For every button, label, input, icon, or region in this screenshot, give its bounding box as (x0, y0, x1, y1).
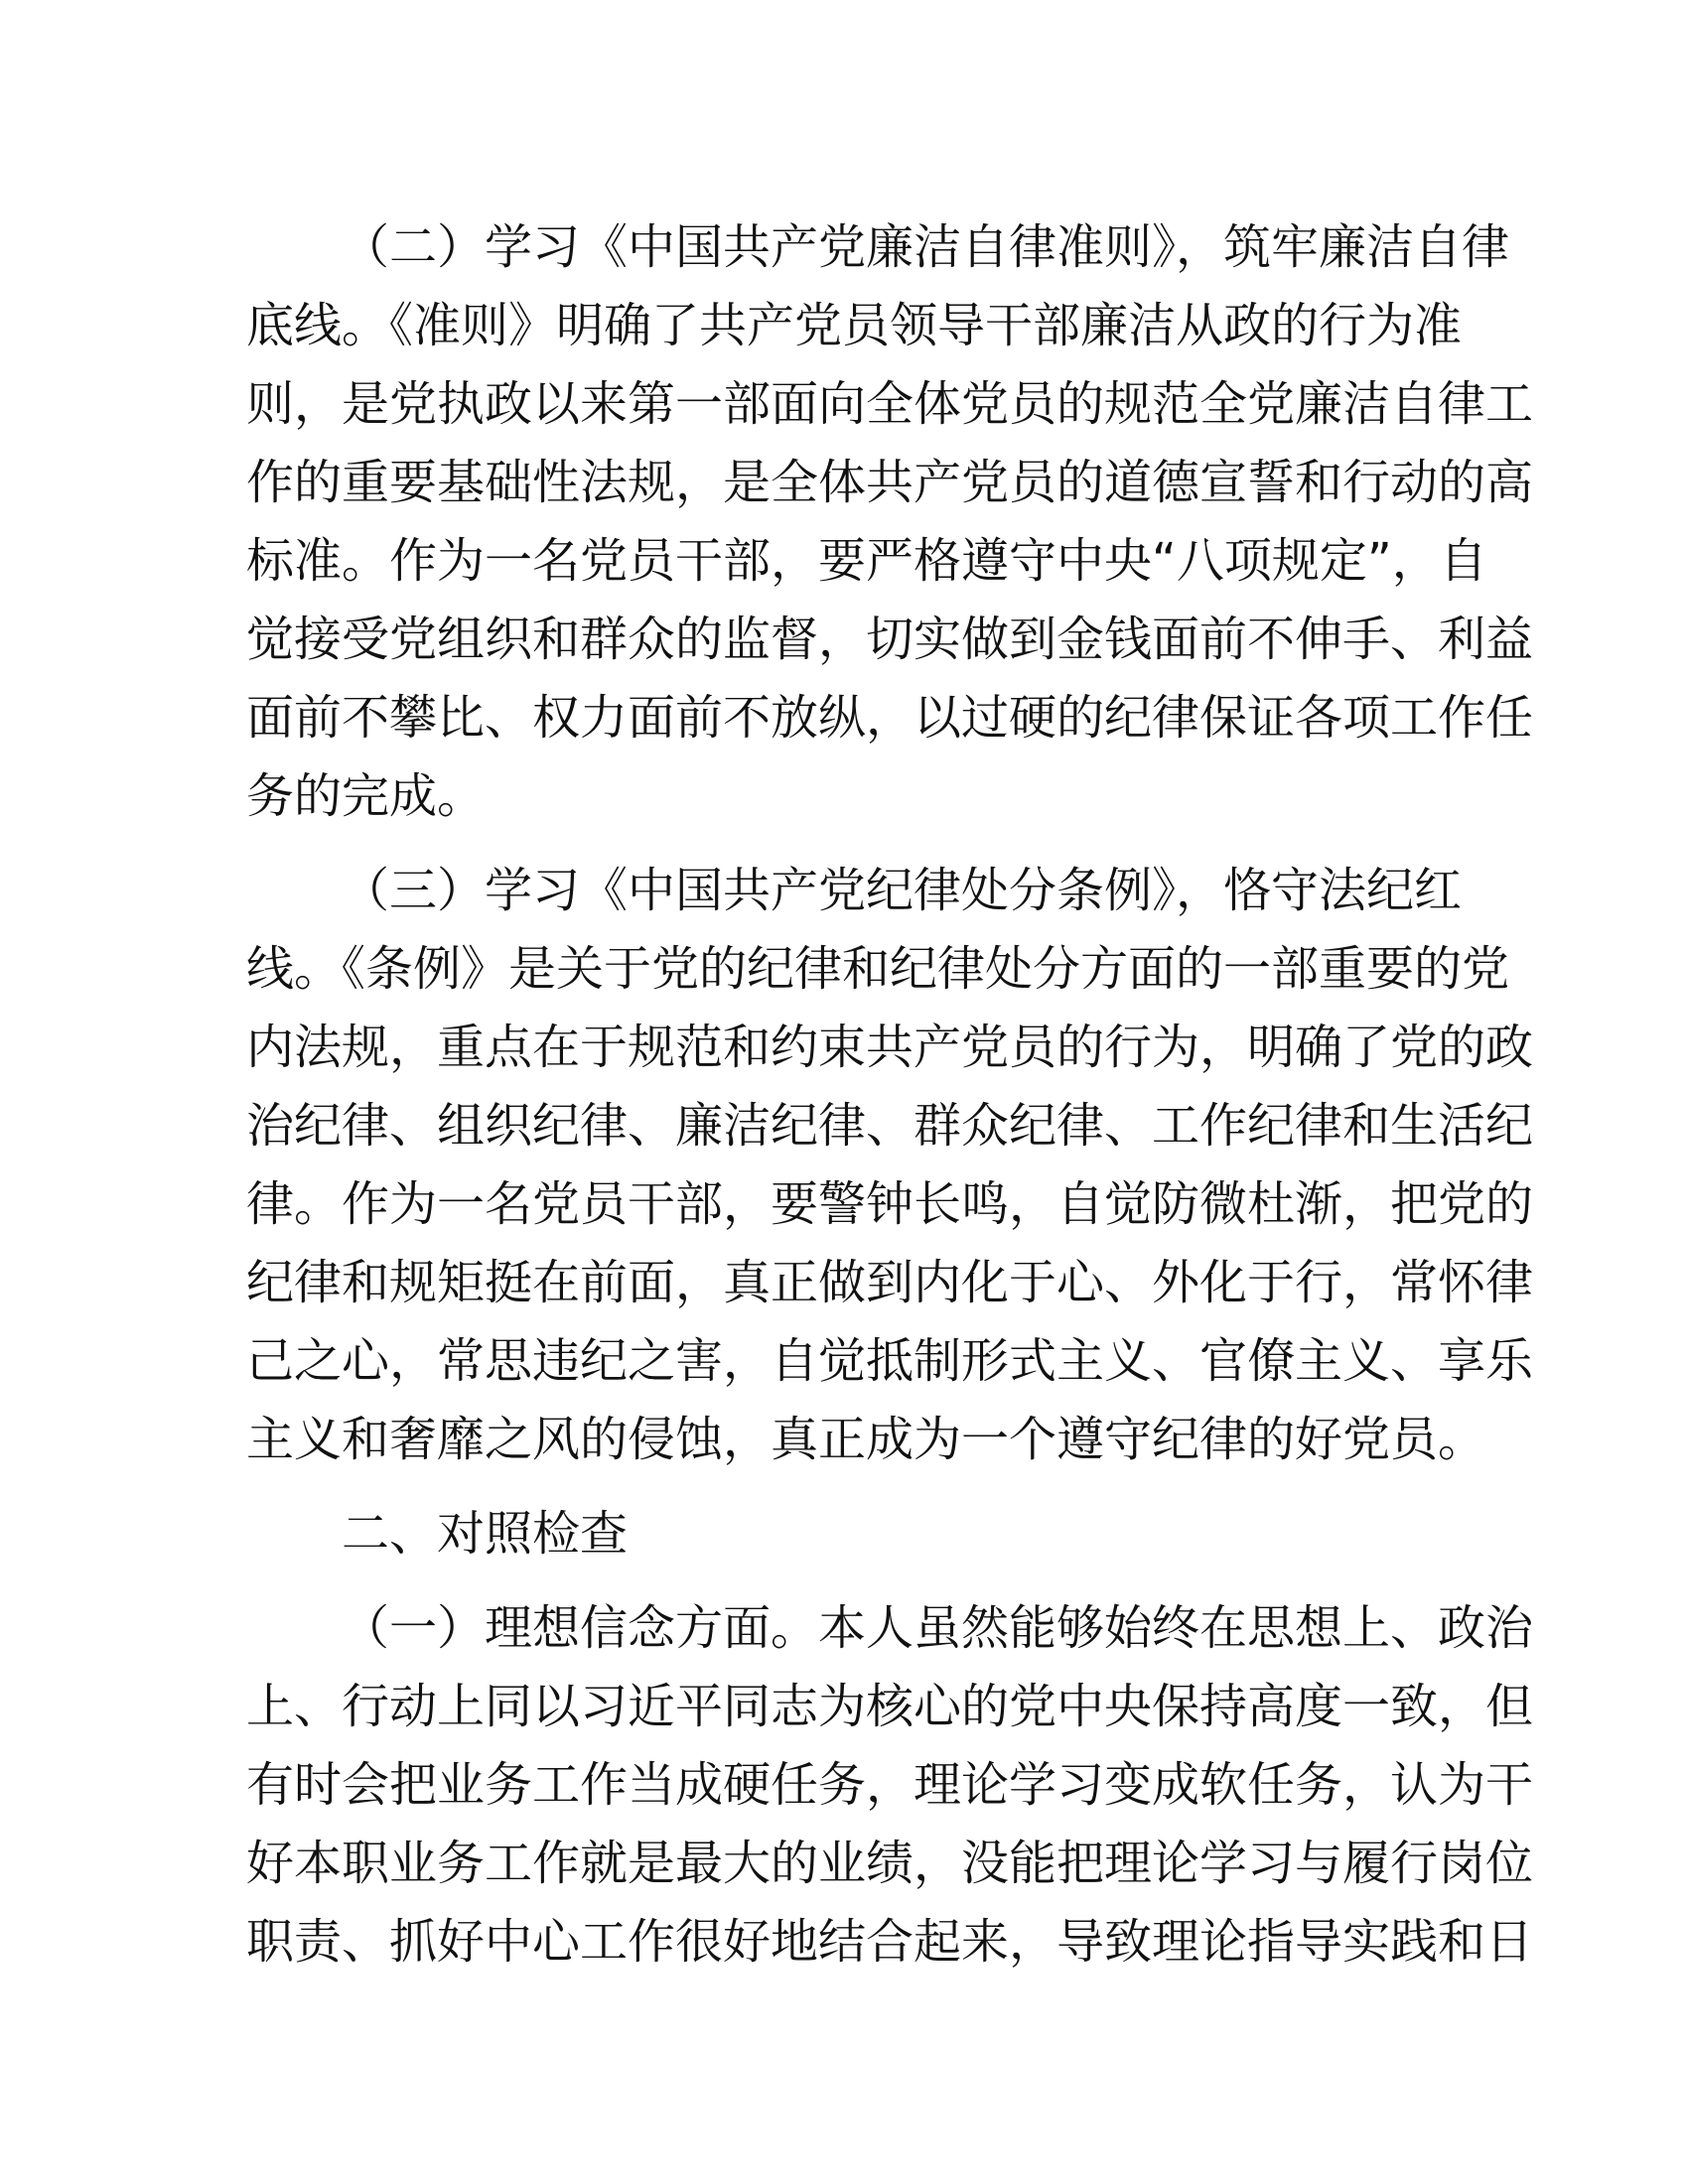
text-line: （三）学习《中国共产党纪律处分条例》，恪守法纪红 (342, 863, 1463, 918)
paragraph-ideals-beliefs (246, 1589, 1534, 1981)
text-line: 觉接受党组织和群众的监督，切实做到金钱面前不伸手、利益 (246, 612, 1534, 667)
text-line: 务的完成。 (246, 768, 486, 824)
text-line: （二）学习《中国共产党廉洁自律准则》，筑牢廉洁自律 (342, 219, 1510, 275)
text-line: 内法规，重点在于规范和约束共产党员的行为，明确了党的政 (246, 1020, 1534, 1075)
text-line: 则，是党执政以来第一部面向全体党员的规范全党廉洁自律工 (246, 376, 1534, 432)
text-line: 纪律和规矩挺在前面，真正做到内化于心、外化于行，常怀律 (246, 1255, 1534, 1310)
text-line: 线。《条例》是关于党的纪律和纪律处分方面的一部重要的党 (246, 941, 1510, 997)
section-heading: 二、对照检查 (342, 1506, 629, 1562)
text-line: 面前不攀比、权力面前不放纵，以过硬的纪律保证各项工作任 (246, 690, 1534, 746)
paragraph-integrity-guidelines (246, 208, 1534, 836)
text-line: 作的重要基础性法规，是全体共产党员的道德宣誓和行动的高 (246, 455, 1534, 510)
text-line: 主义和奢靡之风的侵蚀，真正成为一个遵守纪律的好党员。 (246, 1412, 1486, 1467)
text-line: 底线。《准则》明确了共产党员领导干部廉洁从政的行为准 (246, 298, 1463, 353)
text-line: 律。作为一名党员干部，要警钟长鸣，自觉防微杜渐，把党的 (246, 1176, 1534, 1232)
text-line: 上、行动上同以习近平同志为核心的党中央保持高度一致，但 (246, 1679, 1534, 1734)
document-body (246, 208, 1534, 1981)
text-line: （一）理想信念方面。本人虽然能够始终在思想上、政治 (342, 1600, 1534, 1656)
text-line: 好本职业务工作就是最大的业绩，没能把理论学习与履行岗位 (246, 1836, 1534, 1891)
text-line: 治纪律、组织纪律、廉洁纪律、群众纪律、工作纪律和生活纪 (246, 1098, 1534, 1154)
text-line: 职责、抓好中心工作很好地结合起来，导致理论指导实践和日 (246, 1914, 1534, 1970)
text-line: 标准。作为一名党员干部，要严格遵守中央“八项规定”，自 (246, 533, 1487, 589)
paragraph-discipline-regulations (246, 852, 1534, 1479)
text-line: 己之心，常思违纪之害，自觉抵制形式主义、官僚主义、享乐 (246, 1333, 1534, 1389)
text-line: 有时会把业务工作当成硬任务，理论学习变成软任务，认为干 (246, 1757, 1534, 1813)
